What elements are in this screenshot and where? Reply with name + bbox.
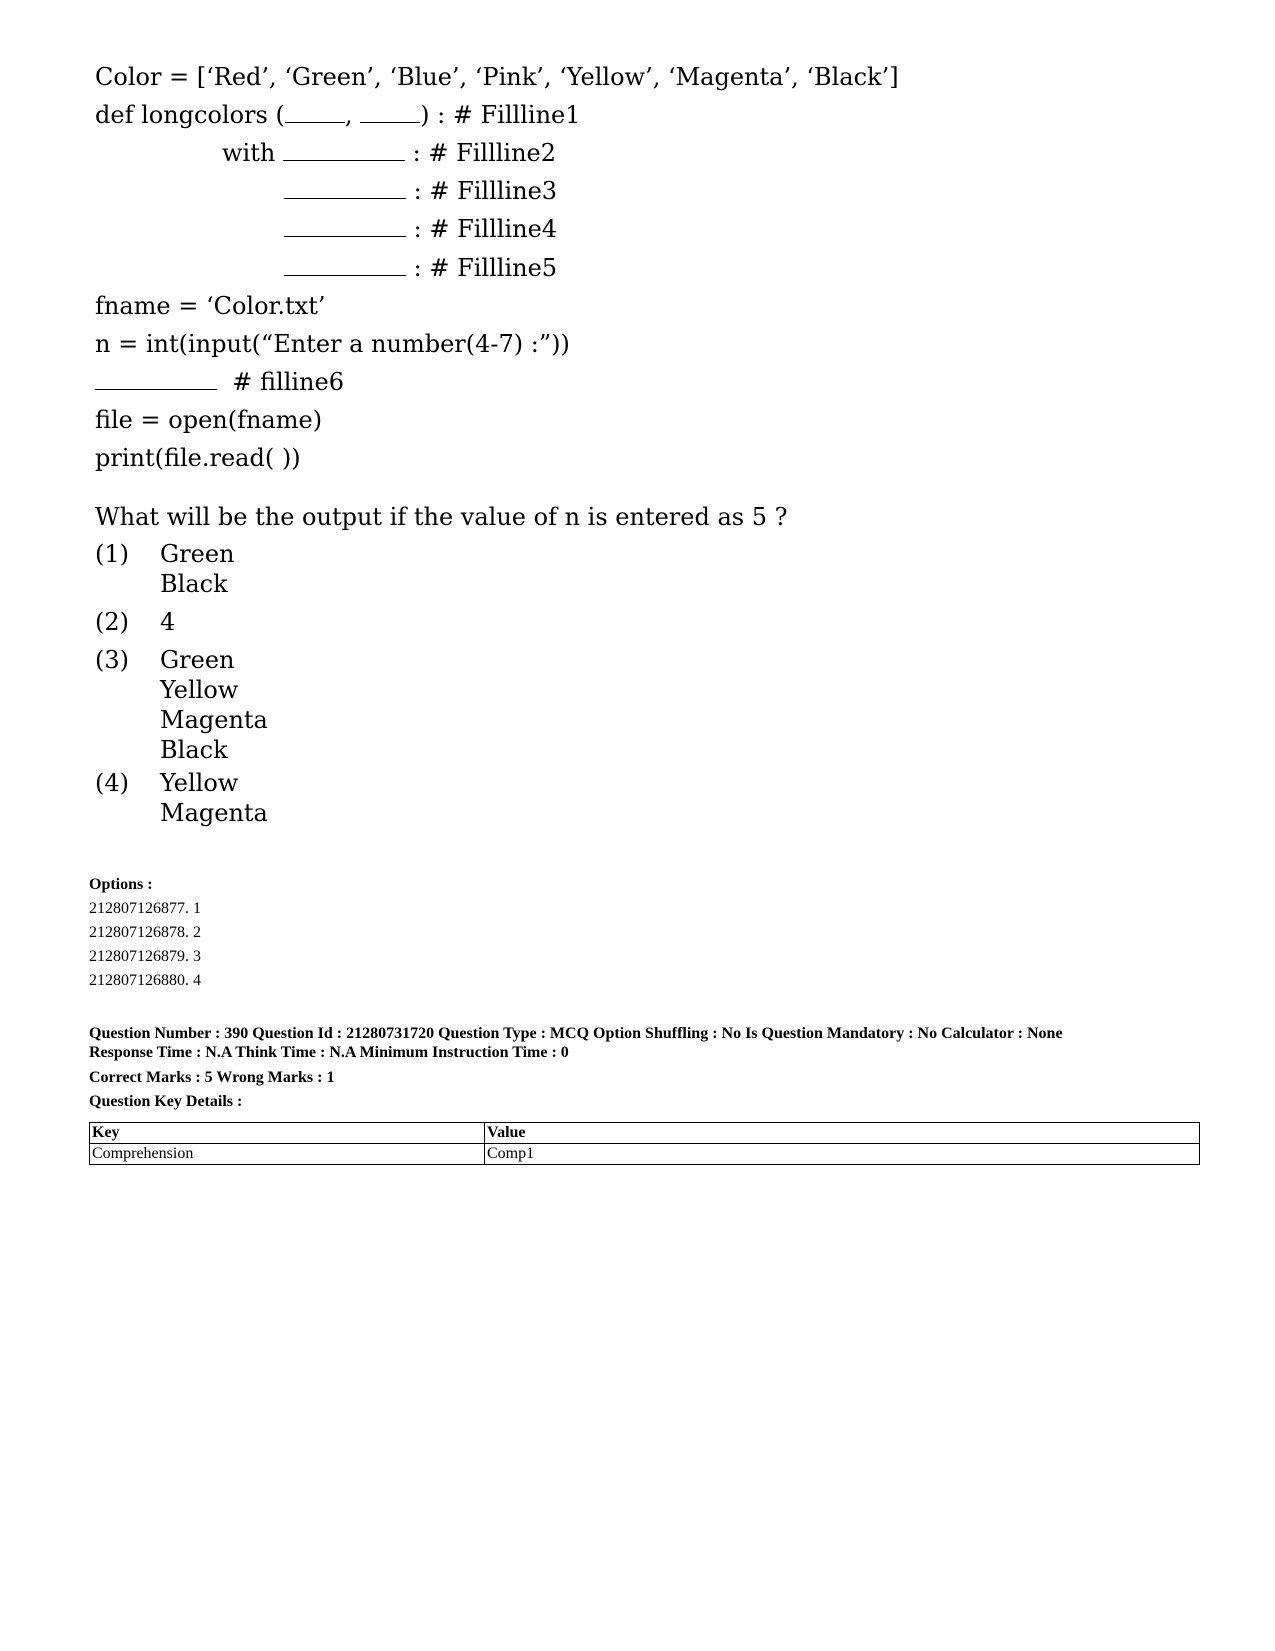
code-line-with xyxy=(222,138,556,168)
def-suffix: ) : # Fillline1 xyxy=(420,101,581,129)
code-line-open: file = open(fname) xyxy=(95,406,323,434)
answer-4-line: Magenta xyxy=(160,799,268,827)
answer-4 xyxy=(160,768,268,828)
marks-line: Correct Marks : 5 Wrong Marks : 1 xyxy=(89,1069,335,1086)
fillline2-label: : # Fillline2 xyxy=(412,139,557,167)
blank-param-2 xyxy=(360,102,420,123)
fillline4-label: : # Fillline4 xyxy=(413,215,558,243)
answer-3-line: Magenta xyxy=(160,706,268,734)
blank-fillline4 xyxy=(284,216,406,237)
answer-3-line: Green xyxy=(160,646,235,674)
answer-1 xyxy=(160,539,235,599)
options-label: Options : xyxy=(89,876,153,893)
answer-4-number: (4) xyxy=(95,769,129,797)
question-text: What will be the output if the value of n is entered as 5 ? xyxy=(95,503,788,531)
fillline3-label: : # Fillline3 xyxy=(413,177,558,205)
answer-3-line: Black xyxy=(160,736,228,764)
table-header-value: Value xyxy=(485,1123,1200,1144)
question-meta-line-1: Question Number : 390 Question Id : 21280731720 Question Type : MCQ Option Shuffling : No Is Question Mandatory : No Calculator : None xyxy=(89,1025,1063,1042)
answer-3-line: Yellow xyxy=(160,676,239,704)
blank-fillline5 xyxy=(284,255,406,276)
table-cell-value: Comp1 xyxy=(485,1144,1200,1165)
table-row xyxy=(90,1144,1200,1165)
blank-param-1 xyxy=(285,102,345,123)
answer-2-line: 4 xyxy=(160,608,176,636)
with-keyword: with xyxy=(222,139,276,167)
code-line-fillline6 xyxy=(95,367,344,397)
key-details-label: Question Key Details : xyxy=(89,1093,243,1110)
code-line-fillline5 xyxy=(284,253,557,283)
answer-1-line: Green xyxy=(160,540,235,568)
code-line-fillline3 xyxy=(284,176,557,206)
answer-3 xyxy=(160,645,268,765)
code-line-fname: fname = ‘Color.txt’ xyxy=(95,292,326,320)
option-id-4: 212807126880. 4 xyxy=(89,972,201,989)
code-line-input: n = int(input(“Enter a number(4-7) :”)) xyxy=(95,330,570,358)
answer-4-line: Yellow xyxy=(160,769,239,797)
code-line-fillline4 xyxy=(284,214,557,244)
answer-3-number: (3) xyxy=(95,646,129,674)
blank-fillline3 xyxy=(284,178,406,199)
blank-fillline2 xyxy=(283,140,405,161)
table-header-row xyxy=(90,1123,1200,1144)
table-header-key: Key xyxy=(90,1123,485,1144)
option-id-1: 212807126877. 1 xyxy=(89,900,201,917)
code-line-color-list: Color = [‘Red’, ‘Green’, ‘Blue’, ‘Pink’, ‘Yellow’, ‘Magenta’, ‘Black’] xyxy=(95,63,899,91)
answer-2-number: (2) xyxy=(95,608,129,636)
option-id-2: 212807126878. 2 xyxy=(89,924,201,941)
fillline5-label: : # Fillline5 xyxy=(413,254,558,282)
key-details-table xyxy=(89,1122,1200,1165)
answer-2 xyxy=(160,607,175,637)
answer-1-number: (1) xyxy=(95,540,129,568)
code-line-def xyxy=(95,100,581,130)
code-line-print: print(file.read( )) xyxy=(95,444,301,472)
answer-1-line: Black xyxy=(160,570,228,598)
question-meta-line-2: Response Time : N.A Think Time : N.A Minimum Instruction Time : 0 xyxy=(89,1044,569,1061)
def-prefix: def longcolors ( xyxy=(95,101,285,129)
fillline6-label: # filline6 xyxy=(232,368,344,396)
blank-fillline6 xyxy=(95,369,217,390)
def-separator: , xyxy=(344,101,353,129)
option-id-3: 212807126879. 3 xyxy=(89,948,201,965)
table-cell-key: Comprehension xyxy=(90,1144,485,1165)
